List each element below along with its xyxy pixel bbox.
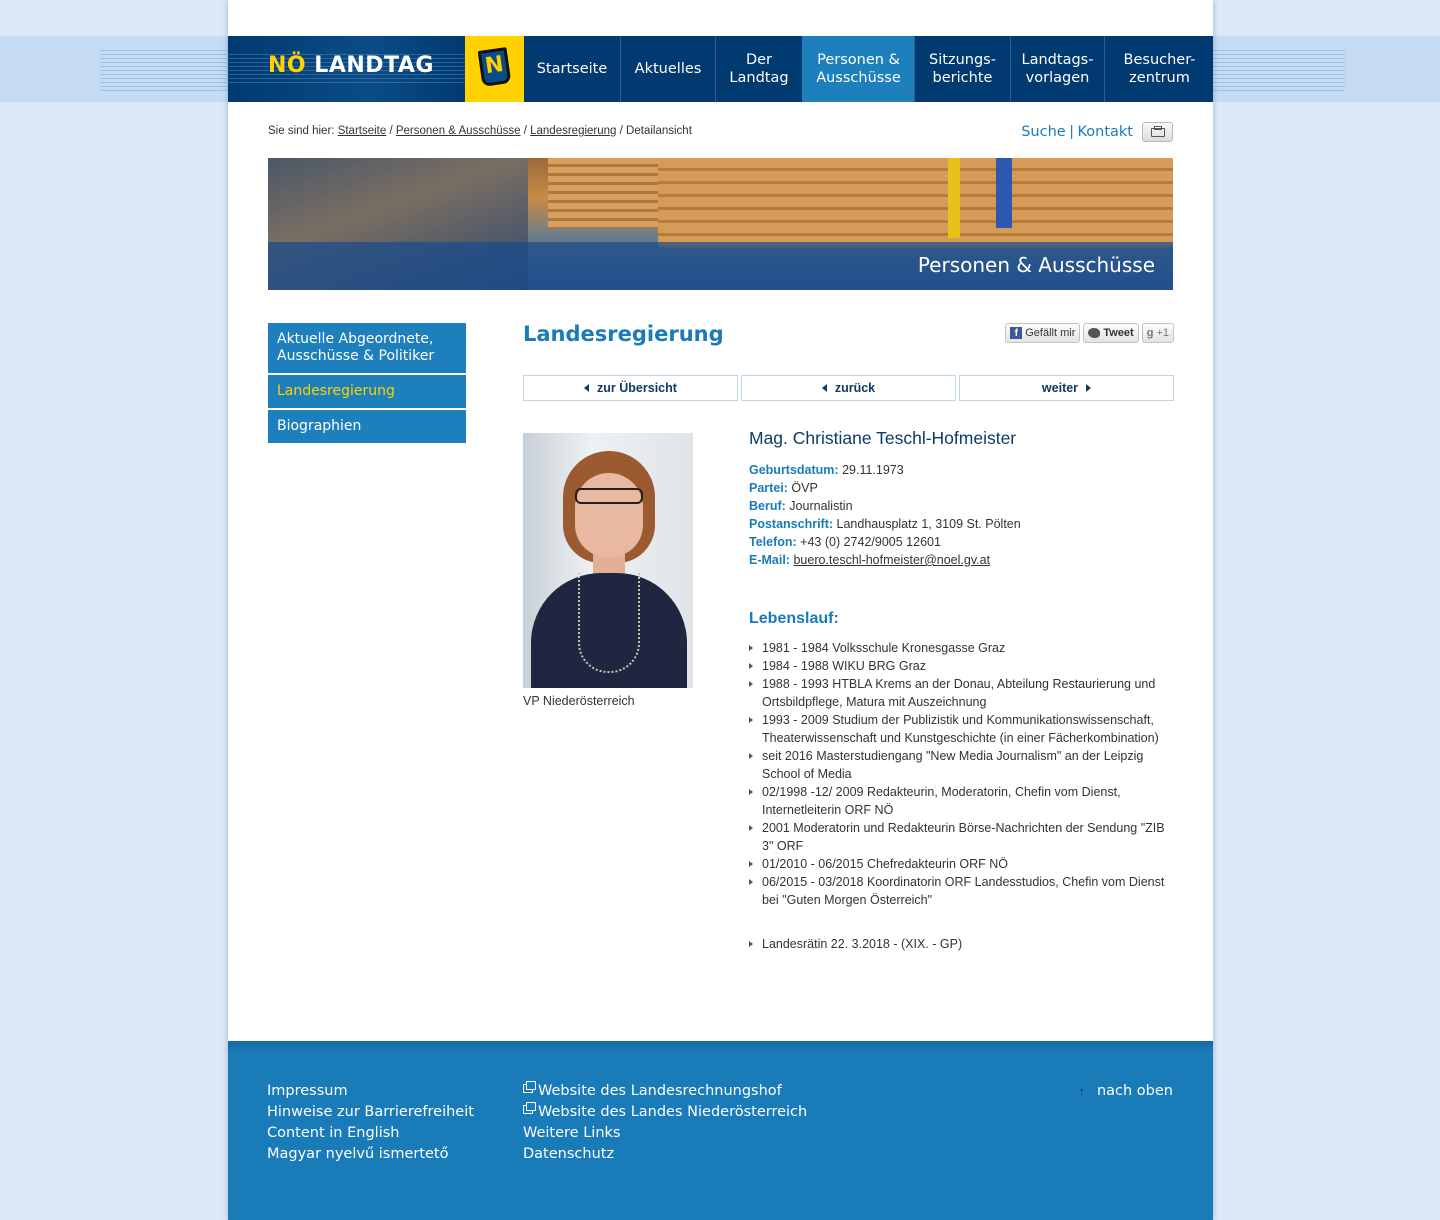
cv-heading: Lebenslauf: xyxy=(749,610,839,627)
logo-text: NÖ LANDTAG xyxy=(268,53,434,78)
cv-item: 1981 - 1984 Volksschule Kronesgasse Graz xyxy=(749,639,1174,657)
info-row xyxy=(749,461,1174,479)
tools-separator: | xyxy=(1069,124,1074,140)
google-plus-icon: g xyxy=(1146,327,1154,339)
footer-link[interactable]: Weitere Links xyxy=(523,1125,621,1141)
arrow-left-icon xyxy=(584,384,589,392)
function-item: Landesrätin 22. 3.2018 - (XIX. - GP) xyxy=(749,935,1174,953)
footer-link[interactable]: Content in English xyxy=(267,1125,400,1141)
header xyxy=(228,36,1213,102)
info-row xyxy=(749,497,1174,515)
facebook-like-button[interactable]: f Gefällt mir xyxy=(1005,323,1080,343)
email-link[interactable]: buero.teschl-hofmeister@noel.gv.at xyxy=(793,553,991,567)
cv-item: 1988 - 1993 HTBLA Krems an der Donau, Abteilung Restaurierung und Ortsbildpflege, Matura mit Auszeichnung xyxy=(749,675,1174,711)
info-value: Landhausplatz 1, 3109 St. Pölten xyxy=(836,517,1021,531)
cv-item: 02/1998 -12/ 2009 Redakteurin, Moderatorin, Chefin vom Dienst, Internetleiterin ORF NÖ xyxy=(749,783,1174,819)
nav-item-3[interactable]: Personen & Ausschüsse xyxy=(802,36,914,102)
sidebar-item-1[interactable]: Landesregierung xyxy=(268,375,466,408)
social-buttons xyxy=(1002,323,1174,343)
background-lines-left xyxy=(100,50,228,94)
footer-link-label: Website des Landesrechnungshof xyxy=(538,1083,782,1099)
footer-link[interactable]: Datenschutz xyxy=(523,1146,615,1162)
cv-item: seit 2016 Masterstudiengang "New Media Journalism" an der Leipzig School of Media xyxy=(749,747,1174,783)
shield-icon: N xyxy=(478,47,512,87)
footer xyxy=(228,1041,1213,1220)
print-button[interactable] xyxy=(1142,122,1173,142)
footer-link-label: Website des Landes Niederösterreich xyxy=(538,1104,808,1120)
cv-list xyxy=(749,639,1174,909)
overview-button[interactable]: zur Übersicht xyxy=(523,375,738,401)
nav-item-6[interactable]: Besucher- zentrum xyxy=(1104,36,1214,102)
sidebar-item-0[interactable]: Aktuelle Abgeordnete, Ausschüsse & Politiker xyxy=(268,323,466,373)
functions-list xyxy=(749,935,1174,953)
cv-item: 06/2015 - 03/2018 Koordinatorin ORF Landesstudios, Chefin vom Dienst bei "Guten Morgen Österreich" xyxy=(749,873,1174,909)
nav-item-0[interactable]: Startseite xyxy=(536,61,608,77)
background-lines-right xyxy=(1213,50,1345,94)
arrow-up-icon: ↑ xyxy=(1078,1084,1085,1099)
info-label: Geburtsdatum: xyxy=(749,463,839,477)
info-row-email: E-Mail: buero.teschl-hofmeister@noel.gv.at xyxy=(749,553,991,567)
nav-item-5[interactable]: Landtags- vorlagen xyxy=(1010,36,1104,102)
arrow-right-icon xyxy=(1086,384,1091,392)
sidebar-item-2[interactable]: Biographien xyxy=(268,410,466,443)
back-to-top[interactable] xyxy=(1078,1081,1173,1102)
breadcrumb-current: Detailansicht xyxy=(626,125,692,137)
nav-item-2[interactable]: Der Landtag xyxy=(715,36,802,102)
info-label: Beruf: xyxy=(749,499,786,513)
info-row xyxy=(749,533,1174,551)
google-plus-button[interactable]: g +1 xyxy=(1142,323,1174,343)
banner-title: Personen & Ausschüsse xyxy=(917,253,1155,277)
cv-item: 01/2010 - 06/2015 Chefredakteurin ORF NÖ xyxy=(749,855,1174,873)
breadcrumb-link-home[interactable]: Startseite xyxy=(337,125,387,137)
page-title: Landesregierung xyxy=(523,322,724,346)
contact-link[interactable]: Kontakt xyxy=(1077,124,1133,140)
noe-shield-logo[interactable] xyxy=(465,36,524,102)
person-name: Mag. Christiane Teschl-Hofmeister xyxy=(749,428,1017,448)
info-value: 29.11.1973 xyxy=(842,463,904,477)
twitter-icon xyxy=(1088,328,1100,338)
cv-item: 1993 - 2009 Studium der Publizistik und Kommunikationswissenschaft, Theaterwissenschaft und Kunstgeschichte (in einer Fächerkombination) xyxy=(749,711,1174,747)
banner-image xyxy=(268,158,1173,290)
footer-link[interactable]: Magyar nyelvű ismertető xyxy=(267,1146,449,1162)
cv-item: 1984 - 1988 WIKU BRG Graz xyxy=(749,657,1174,675)
person-details xyxy=(749,428,1174,953)
next-button[interactable]: weiter xyxy=(959,375,1174,401)
breadcrumb-link-landesregierung[interactable]: Landesregierung xyxy=(530,125,617,137)
nav-item-1[interactable]: Aktuelles xyxy=(620,36,715,102)
photo-caption: VP Niederösterreich xyxy=(523,694,635,708)
info-value: ÖVP xyxy=(791,481,818,495)
info-row xyxy=(749,479,1174,497)
back-to-top-link[interactable]: nach oben xyxy=(1096,1083,1173,1099)
info-label: Telefon: xyxy=(749,535,797,549)
pager xyxy=(523,375,1174,401)
external-link-icon xyxy=(523,1105,533,1114)
footer-column-1 xyxy=(267,1081,474,1165)
info-value: Journalistin xyxy=(789,499,853,513)
search-link[interactable]: Suche xyxy=(1021,124,1066,140)
info-label: Postanschrift: xyxy=(749,517,834,531)
print-icon xyxy=(1151,128,1165,137)
tweet-button[interactable]: Tweet xyxy=(1083,323,1138,343)
facebook-icon: f xyxy=(1010,327,1022,339)
footer-column-2 xyxy=(523,1081,807,1165)
footer-link[interactable]: Impressum xyxy=(267,1083,348,1099)
info-value: +43 (0) 2742/9005 12601 xyxy=(800,535,941,549)
logo[interactable] xyxy=(228,36,465,102)
footer-external-link[interactable] xyxy=(523,1102,807,1123)
breadcrumb: Sie sind hier: Startseite / Personen & Ausschüsse / Landesregierung / Detailansicht xyxy=(268,125,692,137)
sidebar-nav xyxy=(268,323,466,445)
footer-link[interactable]: Hinweise zur Barrierefreiheit xyxy=(267,1104,474,1120)
info-row xyxy=(749,515,1174,533)
footer-external-link[interactable] xyxy=(523,1081,807,1102)
header-tools xyxy=(1021,122,1173,142)
portrait-photo xyxy=(523,433,693,688)
external-link-icon xyxy=(523,1084,533,1093)
nav-item-4[interactable]: Sitzungs- berichte xyxy=(914,36,1010,102)
arrow-left-icon xyxy=(822,384,827,392)
page xyxy=(228,0,1213,1220)
main-nav xyxy=(524,36,1214,102)
back-button[interactable]: zurück xyxy=(741,375,956,401)
info-label: Partei: xyxy=(749,481,788,495)
cv-item: 2001 Moderatorin und Redakteurin Börse-Nachrichten der Sendung "ZIB 3" ORF xyxy=(749,819,1174,855)
breadcrumb-link-personen[interactable]: Personen & Ausschüsse xyxy=(395,125,521,137)
